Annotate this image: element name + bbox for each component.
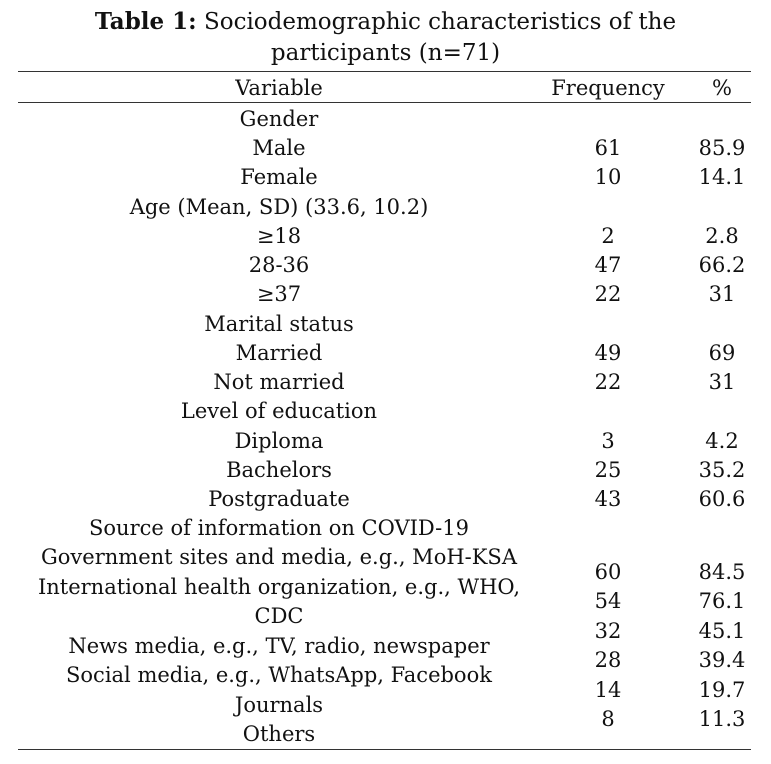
header-variable: Variable — [235, 76, 323, 100]
bottom-rule — [18, 749, 751, 750]
row-frequency: 10 — [594, 165, 622, 189]
header-percent: % — [712, 76, 732, 100]
row-variable: ≥18 — [256, 224, 302, 248]
table-title — [20, 6, 751, 69]
top-rule — [18, 71, 751, 72]
row-percent: 60.6 — [698, 487, 746, 511]
source-item-percent: 39.4 — [698, 648, 746, 672]
table-title-line1: Sociodemographic characteristics of the — [203, 9, 677, 35]
row-variable: Marital status — [204, 312, 354, 336]
source-item-frequency: 60 — [594, 560, 622, 584]
row-variable: Postgraduate — [208, 487, 350, 511]
row-frequency: 2 — [601, 224, 615, 248]
source-item-frequency: 54 — [594, 589, 622, 613]
row-variable: Male — [252, 136, 306, 160]
source-item-label: News media, e.g., TV, radio, newspaper — [68, 634, 490, 658]
source-item-frequency: 14 — [594, 678, 622, 702]
row-percent: 2.8 — [705, 224, 739, 248]
header-rule — [18, 102, 751, 103]
row-percent: 66.2 — [698, 253, 746, 277]
source-item-label: CDC — [254, 604, 304, 628]
source-item-percent: 76.1 — [698, 589, 746, 613]
row-variable: Diploma — [234, 429, 324, 453]
row-variable: ≥37 — [256, 282, 302, 306]
row-variable: Married — [235, 341, 323, 365]
row-frequency: 49 — [594, 341, 622, 365]
source-item-label: Social media, e.g., WhatsApp, Facebook — [66, 663, 492, 687]
source-item-percent: 45.1 — [698, 619, 746, 643]
row-frequency: 22 — [594, 282, 622, 306]
row-frequency: 22 — [594, 370, 622, 394]
row-percent: 35.2 — [698, 458, 746, 482]
row-variable: Not married — [213, 370, 345, 394]
source-item-label: Journals — [234, 693, 324, 717]
row-variable: Gender — [239, 107, 319, 131]
source-item-frequency: 8 — [601, 707, 615, 731]
row-percent: 69 — [708, 341, 736, 365]
row-variable: Age (Mean, SD) (33.6, 10.2) — [129, 195, 429, 219]
table-label: Table 1: — [94, 8, 197, 35]
source-item-percent: 19.7 — [698, 678, 746, 702]
row-variable: Bachelors — [226, 458, 332, 482]
source-item-percent: 84.5 — [698, 560, 746, 584]
row-percent: 85.9 — [698, 136, 746, 160]
source-item-label: Government sites and media, e.g., MoH-KSA — [41, 545, 517, 569]
source-item-frequency: 32 — [594, 619, 622, 643]
source-item-label: Others — [242, 722, 316, 746]
row-percent: 31 — [708, 370, 736, 394]
row-variable: Level of education — [180, 399, 378, 423]
row-frequency: 25 — [594, 458, 622, 482]
row-percent: 4.2 — [705, 429, 739, 453]
source-item-label: International health organization, e.g., WHO, — [37, 575, 521, 599]
header-frequency: Frequency — [551, 76, 665, 100]
row-variable: 28-36 — [248, 253, 310, 277]
row-percent: 14.1 — [698, 165, 746, 189]
row-frequency: 47 — [594, 253, 622, 277]
row-variable: Source of information on COVID-19 — [89, 516, 469, 540]
row-frequency: 61 — [594, 136, 622, 160]
table-title-line2: participants (n=71) — [270, 40, 501, 66]
row-frequency: 3 — [601, 429, 615, 453]
source-item-percent: 11.3 — [698, 707, 746, 731]
row-frequency: 43 — [594, 487, 622, 511]
source-item-frequency: 28 — [594, 648, 622, 672]
row-percent: 31 — [708, 282, 736, 306]
row-variable: Female — [240, 165, 318, 189]
